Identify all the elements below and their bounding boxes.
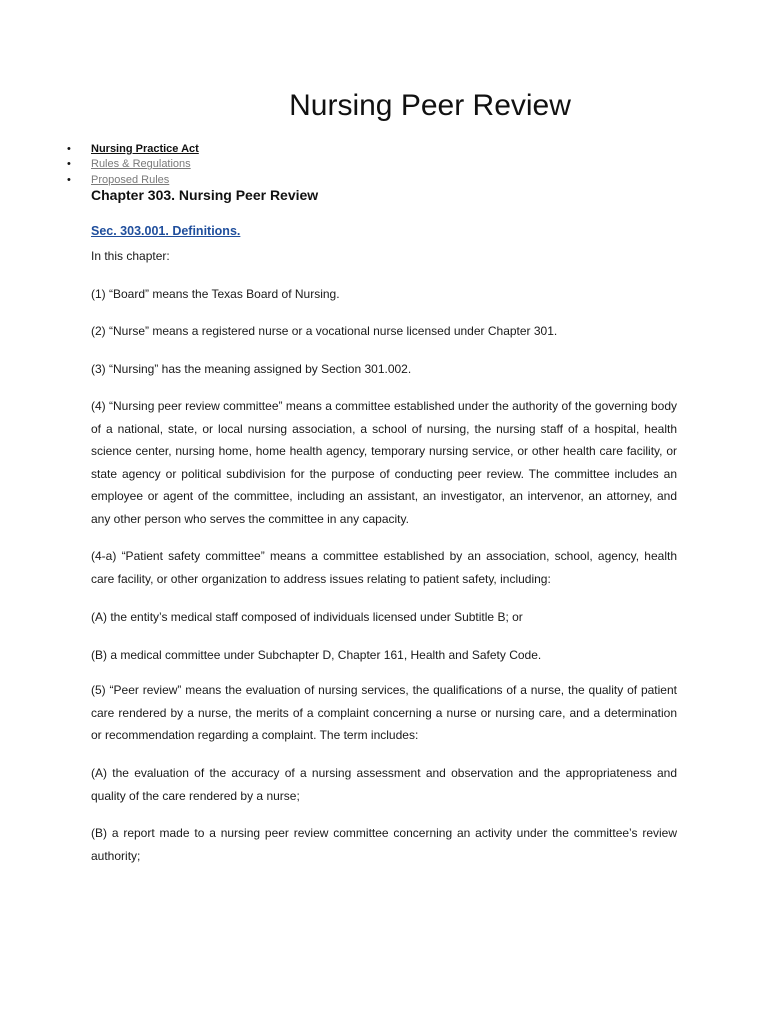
paragraph-def-5: (5) “Peer review” means the evaluation of nursing services, the qualifications of a nurse, the quality of patient care rendered by a nurse, the merits of a complaint concerning a nurse or nursing care, and a determination or recommendation regarding a complaint. The term includes:: [91, 683, 677, 743]
nav-item-nursing-practice-act: [64, 142, 199, 157]
bullet-icon: •: [67, 173, 71, 186]
paragraph-def-5-b: (B) a report made to a nursing peer review committee concerning an activity under the committee’s review authority;: [91, 826, 677, 863]
nav-link-rules-regulations[interactable]: Rules & Regulations: [91, 158, 191, 171]
nav-list: [64, 142, 199, 188]
paragraph-def-4a: (4-a) “Patient safety committee” means a committee established by an association, school, agency, health care facility, or other organization to address issues relating to patient safety, including:: [91, 549, 677, 586]
paragraph-def-2: (2) “Nurse” means a registered nurse or a vocational nurse licensed under Chapter 301.: [91, 324, 558, 338]
nav-item-proposed-rules: [64, 173, 199, 188]
nav-link-nursing-practice-act[interactable]: Nursing Practice Act: [91, 143, 199, 155]
paragraph-def-1: (1) “Board” means the Texas Board of Nursing.: [91, 287, 340, 301]
paragraph-intro: In this chapter:: [91, 249, 170, 263]
page-title: Nursing Peer Review: [289, 89, 571, 122]
paragraph-def-4a-b: (B) a medical committee under Subchapter D, Chapter 161, Health and Safety Code.: [91, 648, 542, 662]
nav-link-proposed-rules[interactable]: Proposed Rules: [91, 173, 170, 186]
paragraph-def-4: (4) “Nursing peer review committee” means a committee established under the authority of the governing body of a national, state, or local nursing association, a school of nursing, the nursing staff of a hospital, health science center, nursing home, home health agency, temporary nursing service, or other health care facility, or state agency or political subdivision for the purpose of conducting peer review. The committee includes an employee or agent of the committee, including an assistant, an investigator, an intervenor, an attorney, and any other person who serves the committee in any capacity.: [91, 399, 677, 526]
nav-item-rules-regulations: [64, 157, 199, 172]
paragraph-def-4a-a: (A) the entity’s medical staff composed of individuals licensed under Subtitle B; or: [91, 610, 523, 624]
section-link-definitions[interactable]: Sec. 303.001. Definitions.: [91, 224, 241, 238]
bullet-icon: •: [67, 143, 71, 155]
paragraph-def-5-a: (A) the evaluation of the accuracy of a nursing assessment and observation and the appropriateness and quality of the care rendered by a nurse;: [91, 766, 677, 803]
chapter-heading: Chapter 303. Nursing Peer Review: [91, 187, 319, 203]
bullet-icon: •: [67, 158, 71, 171]
paragraph-def-3: (3) “Nursing” has the meaning assigned by Section 301.002.: [91, 362, 412, 376]
